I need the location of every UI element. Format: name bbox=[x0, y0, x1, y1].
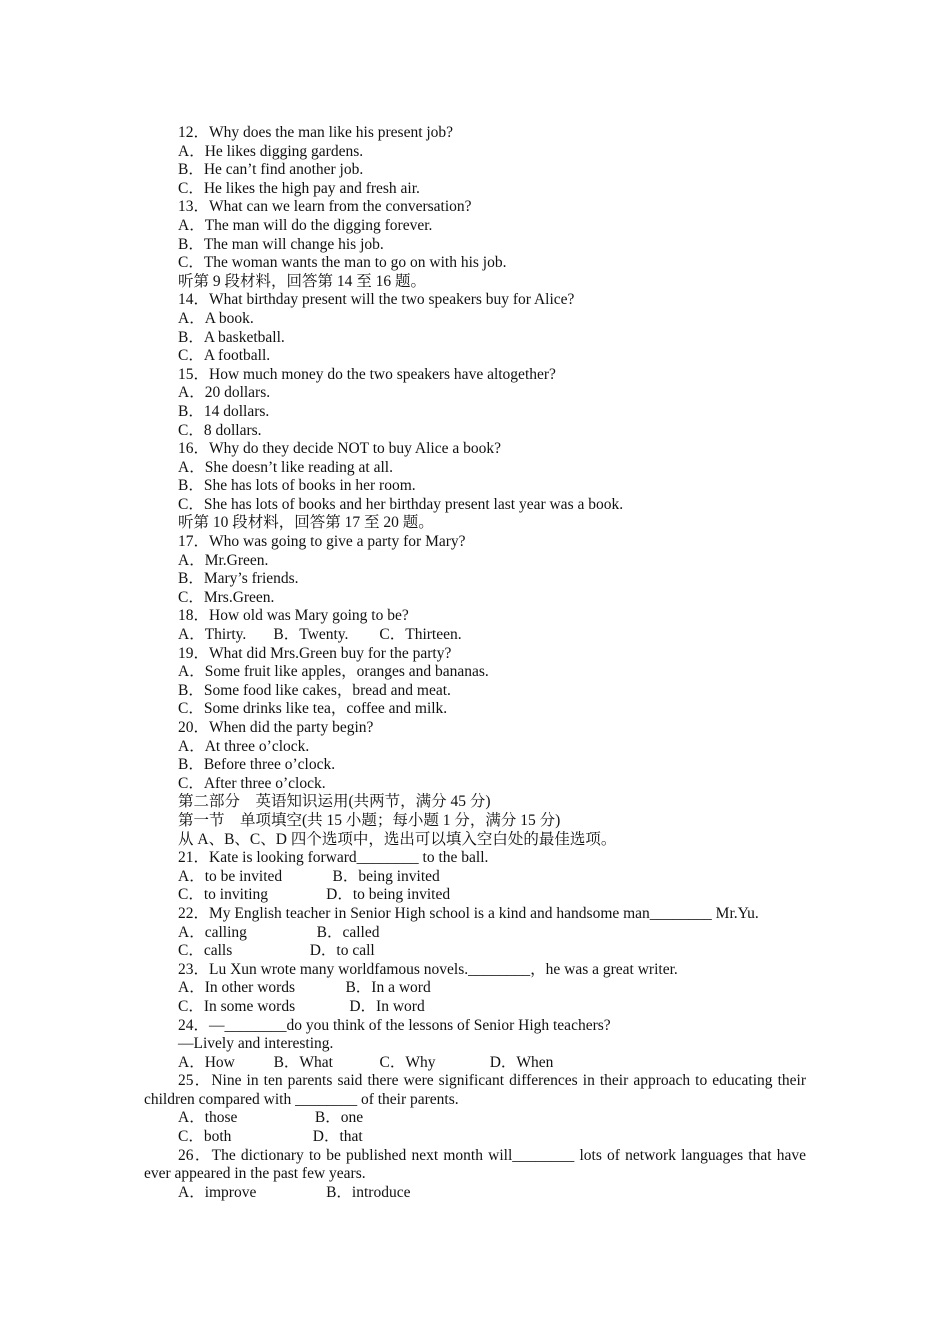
question-lines bbox=[144, 124, 806, 1072]
text-line: A．In other words B．In a word bbox=[178, 979, 431, 997]
document-content bbox=[144, 124, 806, 1202]
text-line: A．The man will do the digging forever. bbox=[178, 216, 433, 234]
question-26: 26．The dictionary to be published next month will________ lots of network languages that have ever appeared in the past few years. bbox=[144, 1146, 806, 1183]
text-line: 16．Why do they decide NOT to buy Alice a book? bbox=[178, 440, 501, 458]
question-25-options-cd: C．both D．that bbox=[178, 1128, 363, 1146]
text-line: A．A book. bbox=[178, 309, 254, 327]
text-line: A．Some fruit like apples，oranges and bananas. bbox=[178, 663, 489, 681]
text-line: 19．What did Mrs.Green buy for the party? bbox=[178, 644, 452, 662]
text-line: 23．Lu Xun wrote many worldfamous novels.________，he was a great writer. bbox=[178, 960, 678, 978]
text-line: B．Before three o’clock. bbox=[178, 756, 336, 774]
text-line: C．After three o’clock. bbox=[178, 774, 326, 792]
text-line: A．Thirty. B．Twenty. C．Thirteen. bbox=[178, 626, 462, 644]
text-line: 24．—________do you think of the lessons of Senior High teachers? bbox=[178, 1016, 611, 1034]
text-line: B．Some food like cakes，bread and meat. bbox=[178, 681, 451, 699]
text-line: 听第 9 段材料，回答第 14 至 16 题。 bbox=[178, 272, 427, 290]
text-line: C．calls D．to call bbox=[178, 942, 375, 960]
text-line: 听第 10 段材料，回答第 17 至 20 题。 bbox=[178, 514, 434, 532]
text-line: 从 A、B、C、D 四个选项中，选出可以填入空白处的最佳选项。 bbox=[178, 830, 617, 848]
text-line: A．20 dollars. bbox=[178, 384, 271, 402]
text-line: —Lively and interesting. bbox=[178, 1035, 334, 1053]
text-line: 14．What birthday present will the two speakers buy for Alice? bbox=[178, 291, 575, 309]
text-line: 第二部分 英语知识运用(共两节，满分 45 分) bbox=[178, 793, 491, 811]
text-line: 13．What can we learn from the conversation? bbox=[178, 198, 472, 216]
text-line: C．Mrs.Green. bbox=[178, 588, 275, 606]
text-line: A．Mr.Green. bbox=[178, 551, 269, 569]
text-line: B．The man will change his job. bbox=[178, 235, 384, 253]
text-line: C．Some drinks like tea，coffee and milk. bbox=[178, 700, 448, 718]
text-line: 21．Kate is looking forward________ to the ball. bbox=[178, 849, 489, 867]
text-line: A．How B．What C．Why D．When bbox=[178, 1053, 554, 1071]
question-25: 25．Nine in ten parents said there were significant differences in their approach to educating their children compared with ________ of their parents. bbox=[144, 1072, 806, 1108]
text-line: C．The woman wants the man to go on with his job. bbox=[178, 254, 507, 272]
text-line: C．He likes the high pay and fresh air. bbox=[178, 179, 420, 197]
text-line: A．calling B．called bbox=[178, 923, 380, 941]
text-line: 22．My English teacher in Senior High school is a kind and handsome man________ Mr.Yu. bbox=[178, 904, 759, 922]
text-line: 20．When did the party begin? bbox=[178, 719, 374, 736]
text-line: C．8 dollars. bbox=[178, 421, 262, 439]
text-line: A．to be invited B．being invited bbox=[178, 867, 440, 885]
text-line: 15．How much money do the two speakers have altogether? bbox=[178, 365, 556, 383]
text-line: 第一节 单项填空(共 15 小题；每小题 1 分，满分 15 分) bbox=[178, 811, 561, 829]
text-line: C．to inviting D．to being invited bbox=[178, 886, 451, 904]
question-26-options-ab: A．improve B．introduce bbox=[178, 1183, 411, 1201]
text-line: C．In some words D．In word bbox=[178, 997, 425, 1015]
text-line: B．He can’t find another job. bbox=[178, 161, 364, 179]
text-line: C．She has lots of books and her birthday present last year was a book. bbox=[178, 495, 624, 513]
text-line: B．A basketball. bbox=[178, 328, 285, 346]
text-line: B．She has lots of books in her room. bbox=[178, 477, 416, 495]
text-line: 17．Who was going to give a party for Mary? bbox=[178, 533, 466, 551]
text-line: A．She doesn’t like reading at all. bbox=[178, 458, 393, 476]
text-line: A．He likes digging gardens. bbox=[178, 142, 364, 160]
text-line: B．Mary’s friends. bbox=[178, 570, 299, 588]
text-line: C．A football. bbox=[178, 347, 271, 365]
text-line: 18．How old was Mary going to be? bbox=[178, 607, 409, 625]
text-line: A．At three o’clock. bbox=[178, 737, 310, 755]
question-25-options-ab: A．those B．one bbox=[178, 1109, 364, 1127]
text-line: 12．Why does the man like his present job? bbox=[178, 124, 454, 141]
text-line: B．14 dollars. bbox=[178, 402, 270, 420]
